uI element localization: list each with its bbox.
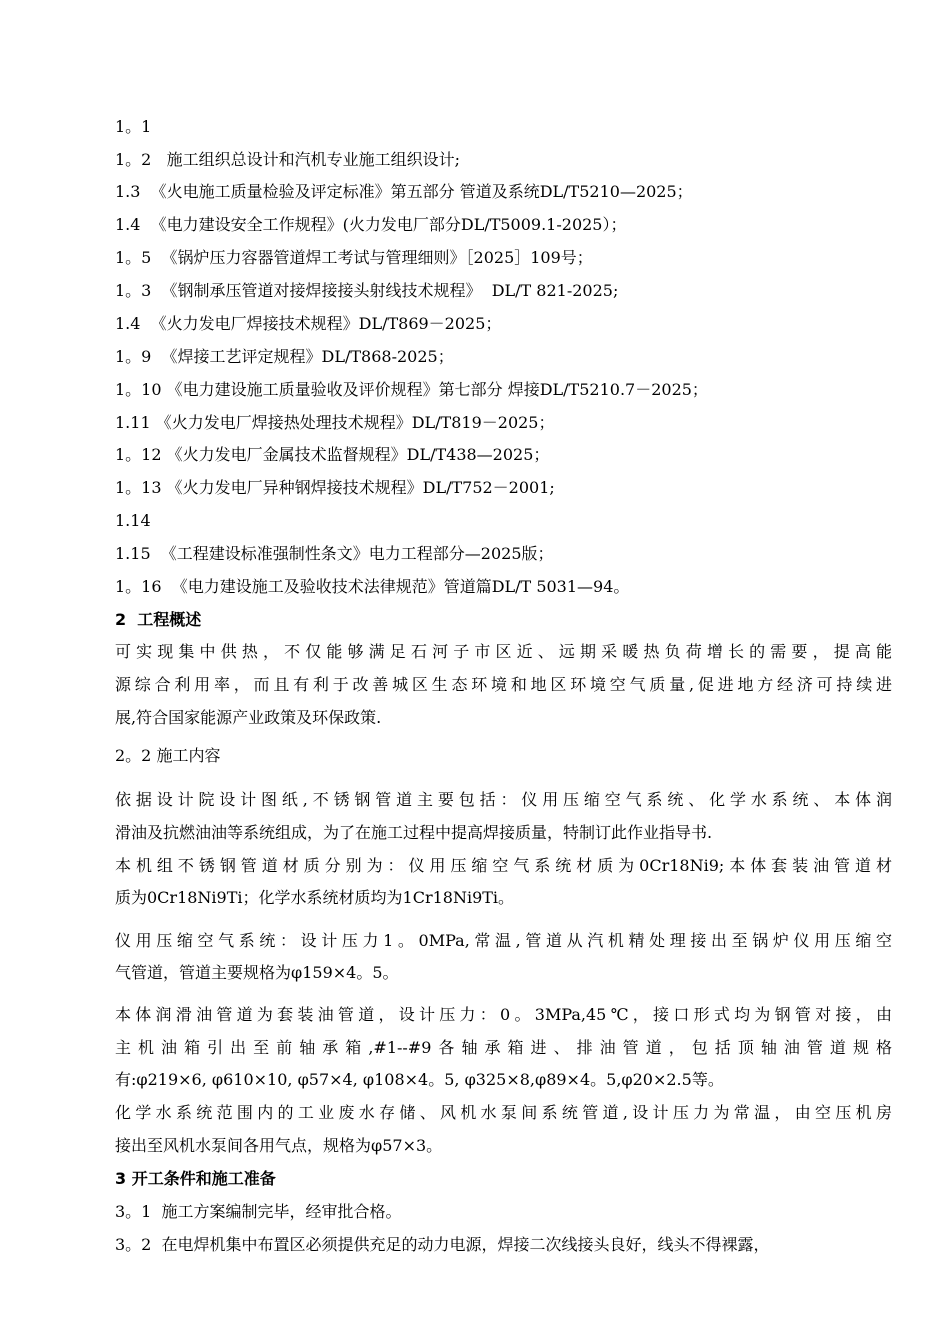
ref-item: 1。5 《锅炉压力容器管道焊工考试与管理细则》［2025］109号； — [115, 248, 593, 267]
paragraph-line: 本机组不锈钢管道材质分别为：仪用压缩空气系统材质为0Cr18Ni9;本体套装油管道材 — [115, 856, 892, 875]
paragraph-line: 展,符合国家能源产业政策及环保政策. — [115, 708, 382, 727]
paragraph-line: 主机油箱引出至前轴承箱,#1--#9各轴承箱进、排油管道，包括顶轴油管道规格 — [115, 1038, 892, 1057]
ref-item: 1。1 — [115, 117, 152, 136]
ref-item: 1.3 《火电施工质量检验及评定标准》第五部分 管道及系统DL/T5210—2025； — [115, 182, 693, 201]
ref-item: 1。10 《电力建设施工质量验收及评价规程》第七部分 焊接DL/T5210.7－2025； — [115, 380, 708, 399]
paragraph-line: 接出至风机水泵间各用气点，规格为φ57×3。 — [115, 1136, 443, 1155]
paragraph-line: 本体润滑油管道为套装油管道，设计压力：0。3MPa,45℃，接口形式均为钢管对接，由 — [115, 1005, 892, 1024]
ref-item: 1。9 《焊接工艺评定规程》DL/T868-2025； — [115, 347, 454, 366]
ref-item: 1。12 《火力发电厂金属技术监督规程》DL/T438—2025； — [115, 445, 550, 464]
paragraph-line: 可实现集中供热，不仅能够满足石河子市区近、远期采暖热负荷增长的需要，提高能 — [115, 642, 892, 661]
paragraph-line: 化学水系统范围内的工业废水存储、风机水泵间系统管道,设计压力为常温，由空压机房 — [115, 1103, 892, 1122]
ref-item: 1.14 — [115, 511, 151, 530]
paragraph-line: 气管道，管道主要规格为φ159×4。5。 — [115, 963, 399, 982]
paragraph-line: 有:φ219×6, φ610×10, φ57×4, φ108×4。5, φ325×8,φ89×4。5,φ20×2.5等。 — [115, 1070, 724, 1089]
paragraph-line: 质为0Cr18Ni9Ti；化学水系统材质均为1Cr18Ni9Ti。 — [115, 888, 515, 907]
paragraph-line: 3。1 施工方案编制完毕，经审批合格。 — [115, 1202, 402, 1221]
ref-item: 1。3 《钢制承压管道对接焊接接头射线技术规程》 DL/T 821-2025; — [115, 281, 619, 300]
ref-item: 1。16 《电力建设施工及验收技术法律规范》管道篇DL/T 5031—94。 — [115, 577, 630, 596]
paragraph-line: 依据设计院设计图纸,不锈钢管道主要包括：仪用压缩空气系统、化学水系统、本体润 — [115, 790, 892, 809]
paragraph-line: 源综合利用率，而且有利于改善城区生态环境和地区环境空气质量,促进地方经济可持续进 — [115, 675, 892, 694]
ref-item: 1。13 《火力发电厂异种钢焊接技术规程》DL/T752－2001; — [115, 478, 555, 497]
section-heading: 3 开工条件和施工准备 — [115, 1169, 276, 1188]
ref-item: 1。2 施工组织总设计和汽机专业施工组织设计; — [115, 150, 461, 169]
ref-item: 1.4 《火力发电厂焊接技术规程》DL/T869－2025； — [115, 314, 502, 333]
paragraph-line: 滑油及抗燃油油等系统组成，为了在施工过程中提高焊接质量，特制订此作业指导书. — [115, 823, 713, 842]
section-heading: 2 工程概述 — [115, 610, 202, 629]
ref-item: 1.15 《工程建设标准强制性条文》电力工程部分—2025版； — [115, 544, 554, 563]
ref-item: 1.4 《电力建设安全工作规程》(火力发电厂部分DL/T5009.1-2025）； — [115, 215, 627, 234]
sub-heading: 2。2 施工内容 — [115, 746, 221, 765]
paragraph-line: 仪用压缩空气系统：设计压力1。0MPa,常温,管道从汽机精处理接出至锅炉仪用压缩空 — [115, 931, 892, 950]
ref-item: 1.11 《火力发电厂焊接热处理技术规程》DL/T819－2025； — [115, 413, 555, 432]
paragraph-line: 3。2 在电焊机集中布置区必须提供充足的动力电源，焊接二次线接头良好，线头不得裸露， — [115, 1235, 770, 1254]
